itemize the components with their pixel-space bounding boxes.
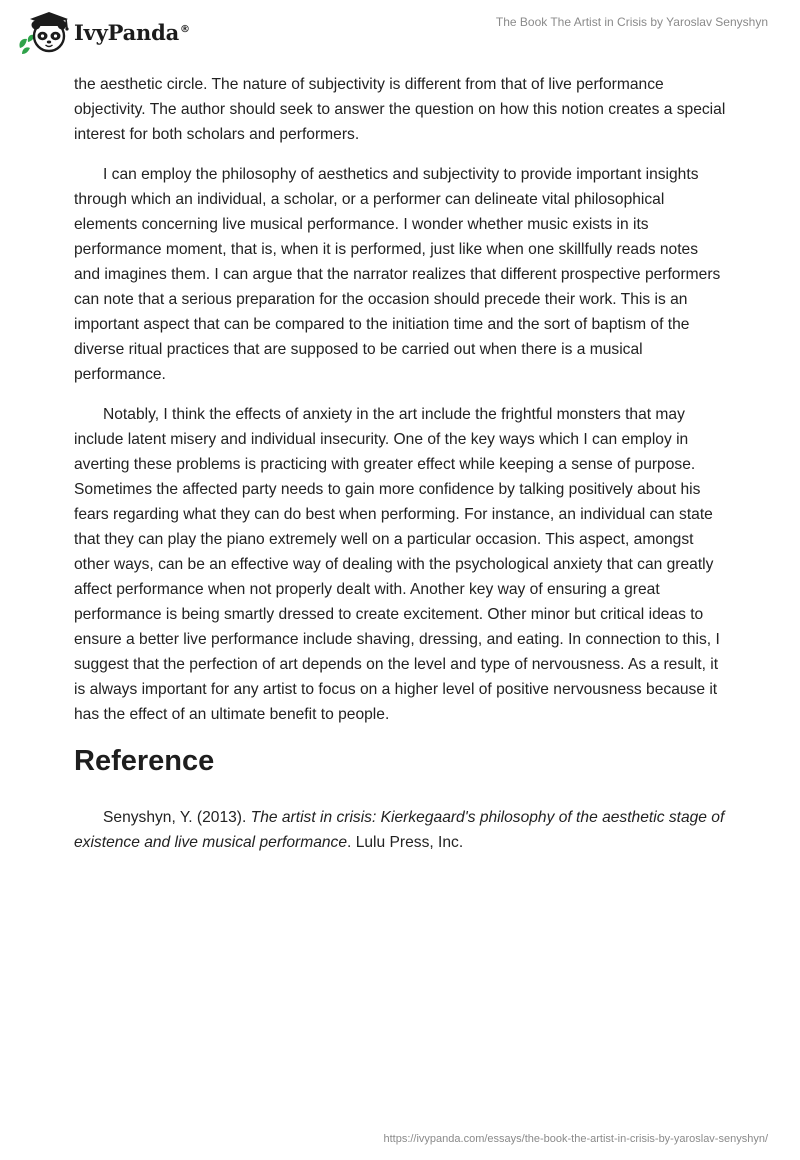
reference-title: The artist in crisis: Kierkegaard's philosophy of the aesthetic stage of existence and live musical performance [74,809,725,851]
panda-graduate-icon [16,8,72,56]
reference-entry [74,805,726,855]
page-header [0,0,800,62]
logo-wordmark: IvyPanda® [74,19,190,45]
ivypanda-logo[interactable] [16,8,190,56]
body-paragraph-continued: the aesthetic circle. The nature of subjectivity is different from that of live performance objectivity. The author should seek to answer the question on how this notion creates a special interest for both scholars and performers. [74,76,726,143]
reference-author-year: Senyshyn, Y. (2013). [103,809,251,826]
reference-publisher: . Lulu Press, Inc. [347,834,464,851]
essay-content [74,72,726,855]
reference-heading: Reference [74,745,215,777]
document-title: The Book The Artist in Crisis by Yaroslav Senyshyn [495,15,768,29]
body-paragraph: Notably, I think the effects of anxiety in the art include the frightful monsters that may include latent misery and individual insecurity. One of the key ways which I can employ in averting these problems is practicing with greater effect while keeping a sense of purpose. Sometimes the affected party needs to gain more confidence by talking positively about his fears regarding what they can do best when performing. For instance, an individual can state that they can play the piano extremely well on a particular occasion. This aspect, amongst other ways, can be an effective way of dealing with the psychological anxiety that can greatly affect performance when not properly dealt with. Another key way of ensuring a great performance is being smartly dressed to create excitement. Other minor but critical ideas to ensure a better live performance include shaving, dressing, and eating. In connection to this, I suggest that the perfection of art depends on the level and type of nervousness. As a result, it is always important for any artist to focus on a higher level of positive nervousness because it has the effect of an ultimate benefit to people. [74,406,720,723]
body-paragraph: I can employ the philosophy of aesthetics and subjectivity to provide important insights through which an individual, a scholar, or a performer can delineate vital philosophical elements concerning live musical performance. I wonder whether music exists in its performance moment, that is, when it is performed, just like when one skillfully reads notes and imagines them. I can argue that the narrator realizes that different prospective performers can note that a serious preparation for the occasion should precede their work. This is an important aspect that can be compared to the initiation time and the sort of baptism of the diverse ritual practices that are supposed to be carried out when there is a musical performance. [74,166,721,383]
registered-mark: ® [180,23,190,35]
source-url-link[interactable]: https://ivypanda.com/essays/the-book-the-artist-in-crisis-by-yaroslav-senyshyn/ [383,1133,768,1145]
